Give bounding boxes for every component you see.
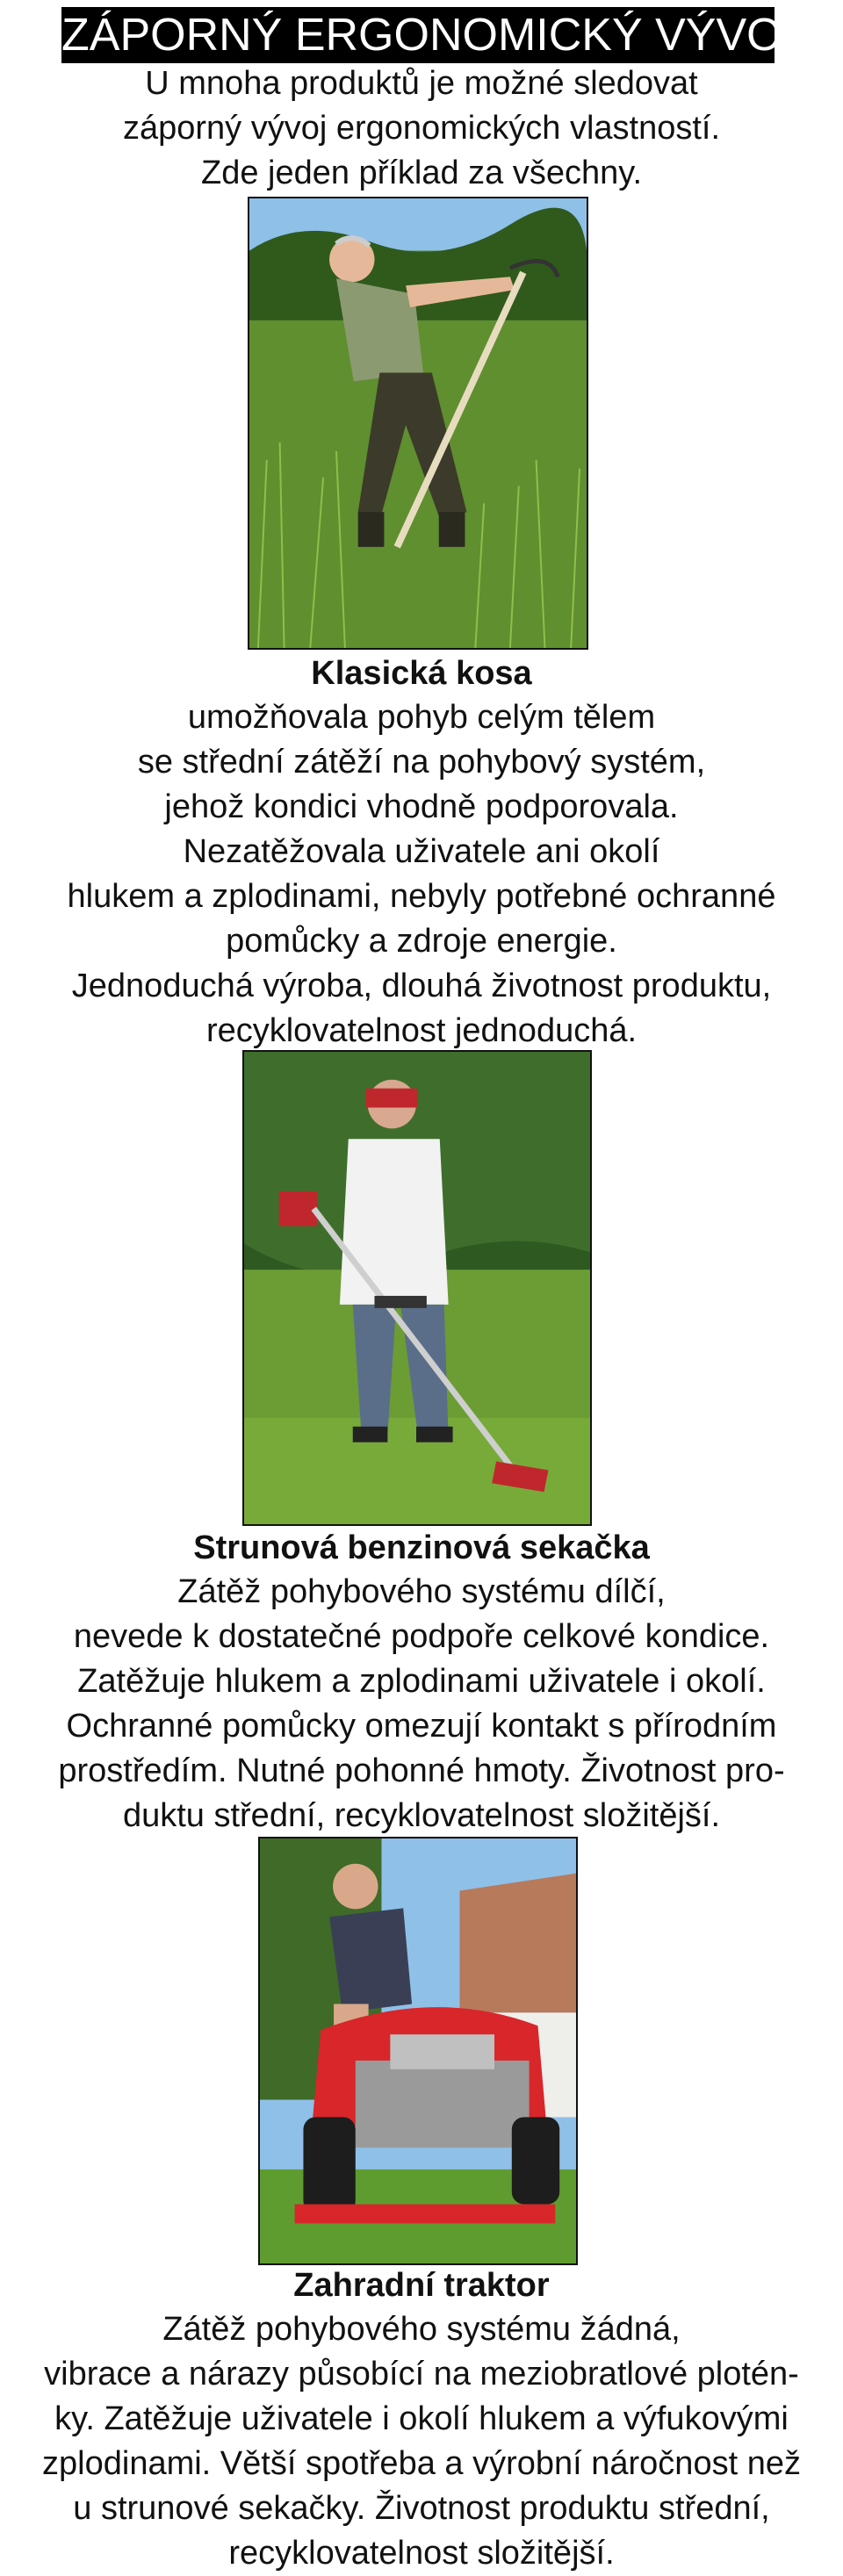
text-line: Zátěž pohybového systému dílčí, — [177, 1573, 666, 1610]
text-line: Jednoduchá výroba, dlouhá životnost produktu, — [71, 968, 772, 1004]
text-line: prostředím. Nutné pohonné hmoty. Životnost pro- — [58, 1752, 785, 1789]
text-line: Nezatěžovala uživatele ani okolí — [183, 833, 660, 870]
text-line: jehož kondici vhodně podporovala. — [164, 788, 679, 825]
scythe-illustration — [249, 198, 587, 648]
text-line: nevede k dostatečné podpoře celkové kondice. — [73, 1618, 770, 1655]
text-line: Zatěžuje hlukem a zplodinami uživatele i okolí. — [77, 1663, 766, 1700]
text-line: u strunové sekačky. Životnost produktu střední, — [73, 2490, 770, 2527]
scythe-photo — [248, 197, 588, 650]
text-line: se střední zátěží na pohybový systém, — [137, 744, 706, 781]
section-text-scythe — [0, 695, 843, 1054]
intro-line: záporný vývoj ergonomických vlastností. — [122, 110, 721, 147]
garden-tractor-illustration — [260, 1838, 576, 2263]
section-heading-string-trimmer: Strunová benzinová sekačka — [193, 1529, 650, 1566]
section-text-garden-tractor — [0, 2307, 843, 2576]
intro-line: U mnoha produktů je možné sledovat — [145, 65, 698, 102]
garden-tractor-photo — [258, 1837, 578, 2265]
text-line: pomůcky a zdroje energie. — [226, 923, 617, 960]
string-trimmer-photo — [242, 1050, 592, 1526]
text-line: Zátěž pohybového systému žádná, — [162, 2311, 681, 2348]
page-title: ZÁPORNÝ ERGONOMICKÝ VÝVOJ — [61, 7, 775, 63]
text-line: zplodinami. Větší spotřeba a výrobní náročnost než — [42, 2445, 801, 2482]
intro-line: Zde jeden příklad za všechny. — [200, 155, 642, 191]
text-line: duktu střední, recyklovatelnost složitější. — [122, 1797, 721, 1834]
text-line: ky. Zatěžuje uživatele i okolí hlukem a výfukovými — [54, 2400, 789, 2437]
text-line: recyklovatelnost složitější. — [228, 2535, 615, 2572]
section-heading-garden-tractor: Zahradní traktor — [293, 2267, 550, 2304]
text-line: recyklovatelnost jednoduchá. — [205, 1012, 638, 1049]
text-line: umožňovala pohyb celým tělem — [187, 699, 656, 736]
section-heading-scythe: Klasická kosa — [311, 655, 532, 692]
intro-text — [0, 61, 843, 196]
string-trimmer-illustration — [244, 1052, 590, 1524]
text-line: Ochranné pomůcky omezují kontakt s přírodním — [66, 1708, 777, 1745]
text-line: hlukem a zplodinami, nebyly potřebné ochranné — [67, 878, 776, 915]
text-line: vibrace a nárazy působící na meziobratlové plotén- — [44, 2356, 799, 2393]
section-text-string-trimmer — [0, 1570, 843, 1838]
